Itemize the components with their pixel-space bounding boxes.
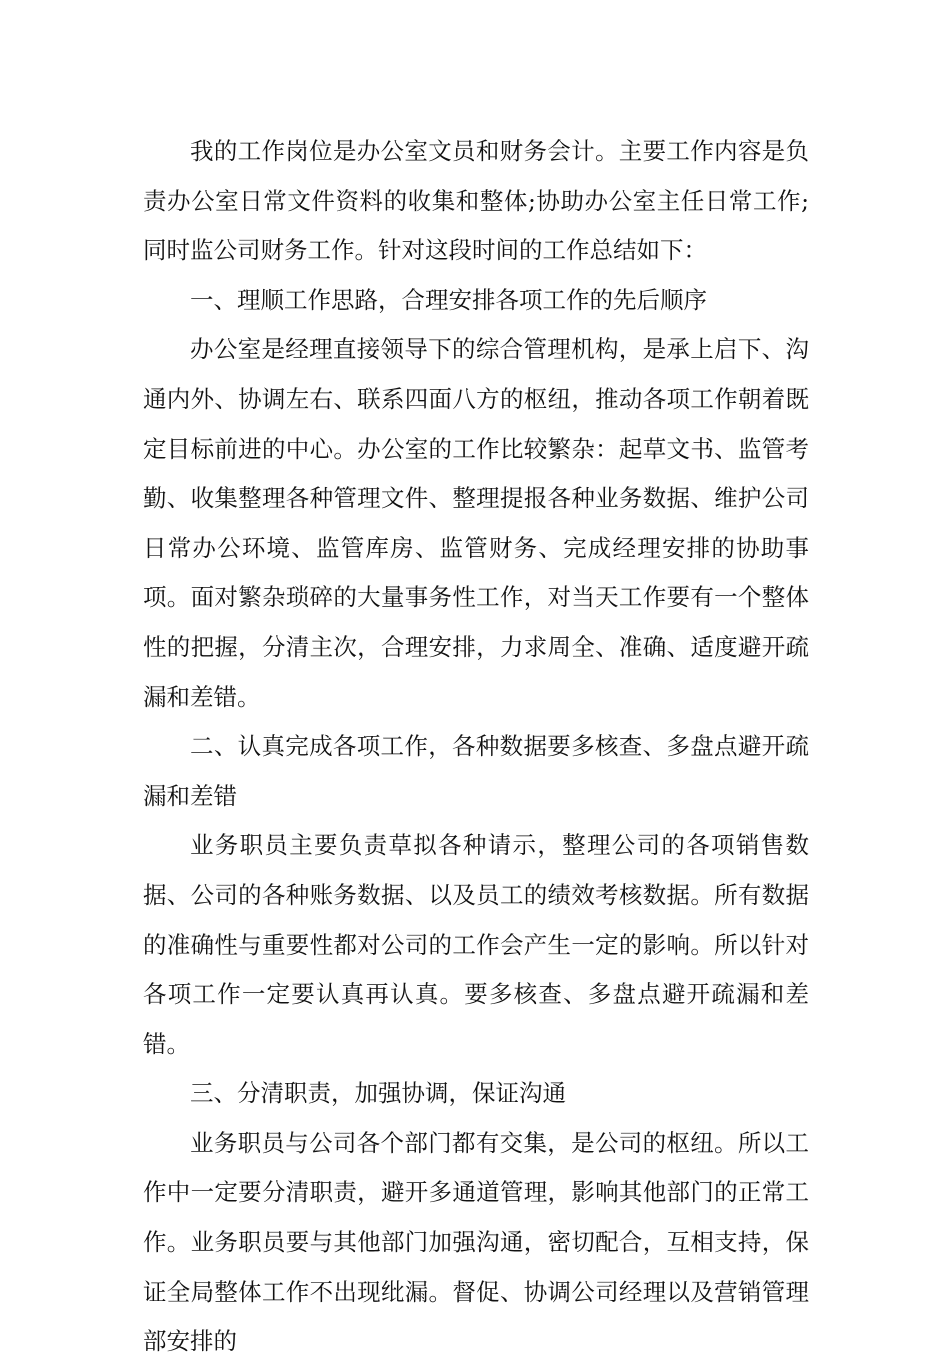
- section-heading-1: 一、理顺工作思路，合理安排各项工作的先后顺序: [190, 285, 707, 314]
- section-heading-3: 三、分清职责，加强协调，保证沟通: [190, 1079, 566, 1108]
- paragraph-intro: 我的工作岗位是办公室文员和财务会计。主要工作内容是负责办公室日常文件资料的收集和整体;协助办公室主任日常工作;同时监公司财务工作。针对这段时间的工作总结如下：: [143, 137, 809, 265]
- paragraph-section-1: 办公室是经理直接领导下的综合管理机构，是承上启下、沟通内外、协调左右、联系四面八方的枢纽，推动各项工作朝着既定目标前进的中心。办公室的工作比较繁杂：起草文书、监管考勤、收集整理各种管理文件、整理提报各种业务数据、维护公司日常办公环境、监管库房、监管财务、完成经理安排的协助事项。面对繁杂琐碎的大量事务性工作，对当天工作要有一个整体性的把握，分清主次，合理安排，力求周全、准确、适度避开疏漏和差错。: [143, 335, 809, 711]
- document-body: [143, 127, 809, 1367]
- paragraph-section-2: 业务职员主要负责草拟各种请示，整理公司的各项销售数据、公司的各种账务数据、以及员工的绩效考核数据。所有数据的准确性与重要性都对公司的工作会产生一定的影响。所以针对各项工作一定要认真再认真。要多核查、多盘点避开疏漏和差错。: [143, 831, 809, 1058]
- section-heading-2: 二、认真完成各项工作，各种数据要多核查、多盘点避开疏漏和差错: [143, 732, 809, 810]
- paragraph-section-3: 业务职员与公司各个部门都有交集，是公司的枢纽。所以工作中一定要分清职责，避开多通道管理，影响其他部门的正常工作。业务职员要与其他部门加强沟通，密切配合，互相支持，保证全局整体工作不出现纰漏。督促、协调公司经理以及营销管理部安排的: [143, 1128, 809, 1356]
